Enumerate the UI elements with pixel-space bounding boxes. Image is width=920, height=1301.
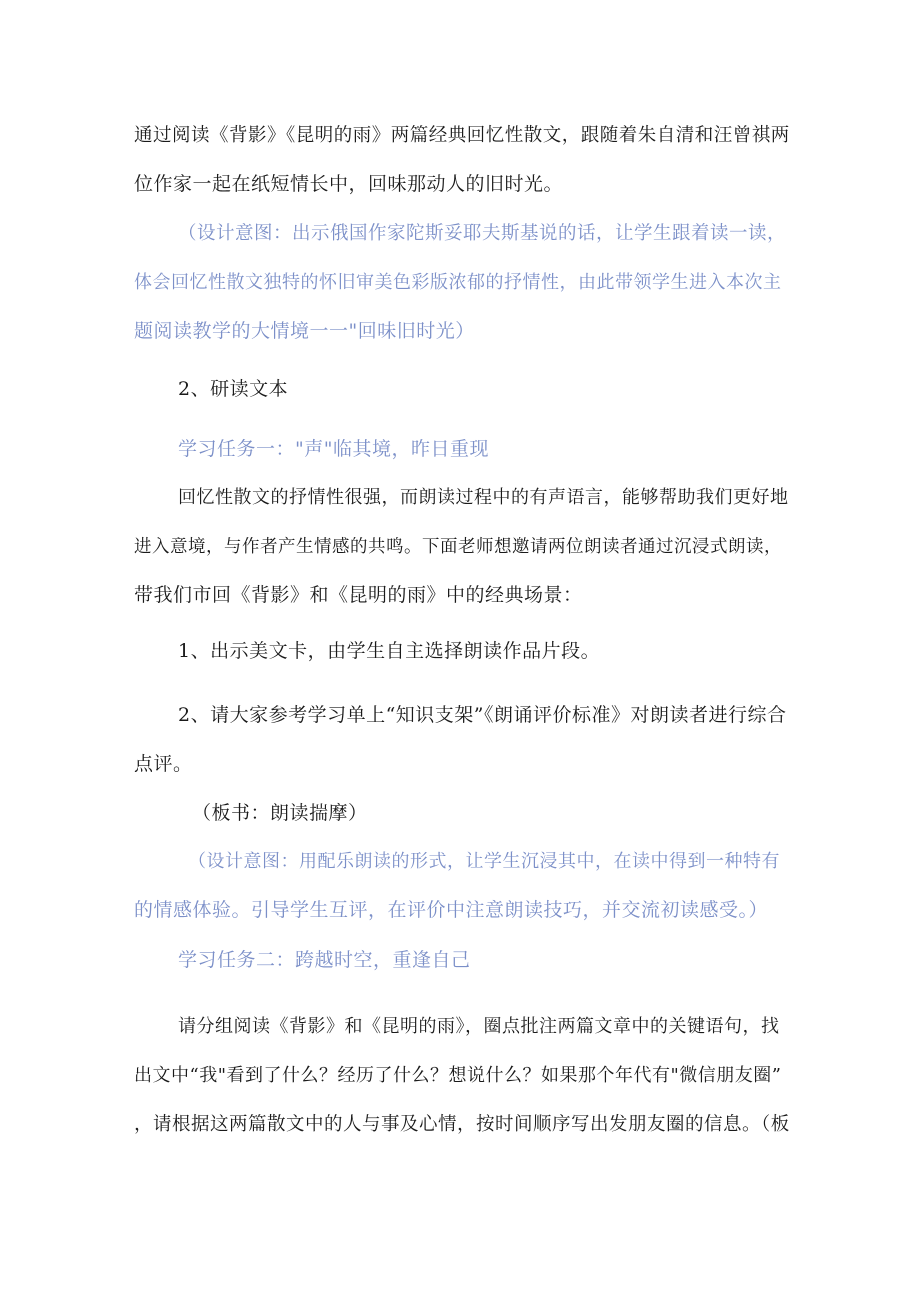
paragraph-reading-line-1: 回忆性散文的抒情性很强，而朗读过程中的有声语言，能够帮助我们更好地: [178, 487, 789, 508]
board-note-reading: （板书：朗读揣摩）: [192, 802, 368, 824]
paragraph-group-reading-line-3: ，请根据这两篇散文中的人与事及心情，按时间顺序写出发朋友圈的信息。（板: [134, 1114, 790, 1135]
step-2-line-2: 点评。: [134, 753, 193, 775]
paragraph-intro-line-2: 位作家一起在纸短情长中，回味那动人的旧时光。: [134, 173, 564, 195]
paragraph-group-reading-line-1: 请分组阅读《背影》和《昆明的雨》，圈点批注两篇文章中的关键语句，找: [178, 1016, 780, 1037]
design-note-1-line-3: 题阅读教学的大情境一一"回味旧时光）: [134, 320, 475, 342]
section-heading-study-text: 2、研读文本: [178, 378, 289, 400]
design-note-2-line-1: （设计意图：用配乐朗读的形式，让学生沉浸其中，在读中得到一种特有: [188, 851, 780, 872]
paragraph-reading-line-2: 进入意境，与作者产生情感的共鸣。下面老师想邀请两位朗读者通过沉浸式朗读，: [134, 537, 782, 557]
design-note-1-line-1: （设计意图：出示俄国作家陀斯妥耶夫斯基说的话，让学生跟着读一读，: [178, 223, 787, 244]
paragraph-intro-line-1: 通过阅读《背影》《昆明的雨》两篇经典回忆性散文，跟随着朱自清和汪曾祺两: [134, 125, 790, 146]
design-note-2-line-2: 的情感体验。引导学生互评，在评价中注意朗读技巧，并交流初读感受。）: [134, 899, 769, 921]
paragraph-group-reading-line-2: 出文中“我"看到了什么？经历了什么？想说什么？如果那个年代有"微信朋友圈”: [134, 1065, 782, 1086]
learning-task-1-heading: 学习任务一："声"临其境，昨日重现: [178, 438, 489, 460]
step-1-text: 1、出示美文卡，由学生自主选择朗读作品片段。: [178, 640, 601, 662]
design-note-1-line-2: 体会回忆性散文独特的怀旧审美色彩版浓郁的抒情性，由此带领学生进入本次主: [134, 272, 782, 293]
paragraph-reading-line-3: 带我们市回《背影》和《昆明的雨》中的经典场景：: [134, 584, 583, 606]
learning-task-2-heading: 学习任务二：跨越时空，重逢自己: [178, 949, 471, 971]
step-2-line-1: 2、请大家参考学习单上“知识支架”《朗诵评价标准》对朗读者进行综合: [178, 704, 787, 726]
